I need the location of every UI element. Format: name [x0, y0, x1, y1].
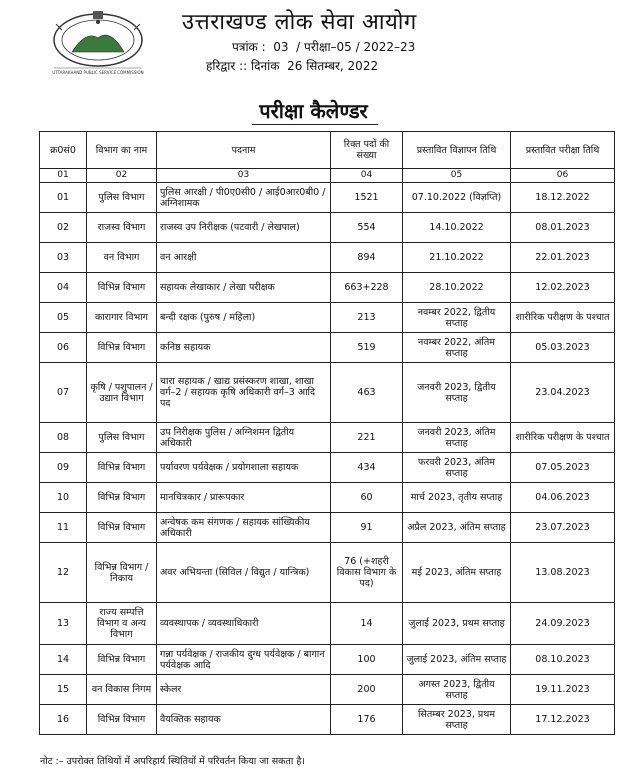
column-number: 03 — [157, 169, 331, 183]
table-row — [40, 333, 615, 363]
reference-number: पत्रांक : 03 / परीक्षा–05 / 2022–23 — [232, 40, 416, 54]
cell-vacancies: 663+228 — [331, 273, 403, 303]
cell-vacancies: 1521 — [331, 183, 403, 213]
cell-serial: 05 — [40, 303, 87, 333]
cell-serial: 09 — [40, 453, 87, 483]
calendar-title-underline — [252, 124, 378, 125]
cell-exam-date: 23.07.2023 — [511, 513, 615, 543]
cell-serial: 14 — [40, 645, 87, 675]
cell-exam-date: 12.02.2023 — [511, 273, 615, 303]
cell-department: विभिन्न विभाग / निकाय — [87, 543, 157, 603]
cell-department: विभिन्न विभाग — [87, 513, 157, 543]
cell-department: विभिन्न विभाग — [87, 705, 157, 735]
cell-exam-date: 08.10.2023 — [511, 645, 615, 675]
place-and-date: हरिद्वार :: दिनांक 26 सितम्बर, 2022 — [206, 59, 379, 73]
cell-vacancies: 434 — [331, 453, 403, 483]
cell-serial: 13 — [40, 603, 87, 645]
cell-vacancies: 463 — [331, 363, 403, 423]
cell-exam-date: शारीरिक परीक्षण के पश्चात — [511, 303, 615, 333]
cell-post: मानचित्रकार / प्रारूपकार — [157, 483, 331, 513]
cell-vacancies: 200 — [331, 675, 403, 705]
cell-department: विभिन्न विभाग — [87, 645, 157, 675]
cell-exam-date: 23.04.2023 — [511, 363, 615, 423]
cell-post: पर्यावरण पर्यवेक्षक / प्रयोगशाला सहायक — [157, 453, 331, 483]
cell-vacancies: 213 — [331, 303, 403, 333]
cell-vacancies: 76 (+शहरी विकास विभाग के पद) — [331, 543, 403, 603]
cell-post: वैयक्तिक सहायक — [157, 705, 331, 735]
cell-advertisement-date: 14.10.2022 — [403, 213, 511, 243]
table-row — [40, 543, 615, 603]
cell-serial: 06 — [40, 333, 87, 363]
table-row — [40, 513, 615, 543]
cell-advertisement-date: जनवरी 2023, द्वितीय सप्ताह — [403, 363, 511, 423]
table-row — [40, 183, 615, 213]
footer-note: नोट :– उपरोक्त तिथियों में अपरिहार्य स्थितियों में परिवर्तन किया जा सकता है। — [40, 756, 305, 767]
cell-vacancies: 894 — [331, 243, 403, 273]
cell-serial: 04 — [40, 273, 87, 303]
cell-post: कनिष्ठ सहायक — [157, 333, 331, 363]
commission-emblem-logo — [48, 8, 148, 76]
calendar-title: परीक्षा कैलेण्डर — [259, 99, 368, 123]
cell-department: कारागार विभाग — [87, 303, 157, 333]
cell-exam-date: शारीरिक परीक्षण के पश्चात — [511, 423, 615, 453]
cell-exam-date: 24.09.2023 — [511, 603, 615, 645]
header-advertisement-date: प्रस्तावित विज्ञापन तिथि — [403, 132, 511, 169]
cell-advertisement-date: मार्च 2023, तृतीय सप्ताह — [403, 483, 511, 513]
commission-title: उत्तराखण्ड लोक सेवा आयोग — [182, 10, 417, 35]
cell-post: स्केलर — [157, 675, 331, 705]
table-row — [40, 243, 615, 273]
cell-exam-date: 04.06.2023 — [511, 483, 615, 513]
header-department: विभाग का नाम — [87, 132, 157, 169]
cell-department: विभिन्न विभाग — [87, 453, 157, 483]
column-number: 05 — [403, 169, 511, 183]
table-row — [40, 213, 615, 243]
column-number: 01 — [40, 169, 87, 183]
cell-post: अन्वेषक कम संगणक / सहायक सांख्यिकीय अधिकारी — [157, 513, 331, 543]
cell-exam-date: 22.01.2023 — [511, 243, 615, 273]
cell-exam-date: 18.12.2022 — [511, 183, 615, 213]
column-number: 04 — [331, 169, 403, 183]
cell-serial: 15 — [40, 675, 87, 705]
cell-advertisement-date: 28.10.2022 — [403, 273, 511, 303]
cell-vacancies: 554 — [331, 213, 403, 243]
table-row — [40, 603, 615, 645]
exam-calendar-table — [39, 131, 615, 735]
cell-post: पुलिस आरक्षी / पी0ए0सी0 / आई0आर0बी0 / अग्निशामक — [157, 183, 331, 213]
cell-post: बन्दी रक्षक (पुरुष / महिला) — [157, 303, 331, 333]
cell-department: वन विकास निगम — [87, 675, 157, 705]
cell-exam-date: 07.05.2023 — [511, 453, 615, 483]
cell-department: राज्य सम्पत्ति विभाग व अन्य विभाग — [87, 603, 157, 645]
cell-vacancies: 176 — [331, 705, 403, 735]
table-row — [40, 363, 615, 423]
header-exam-date: प्रस्तावित परीक्षा तिथि — [511, 132, 615, 169]
cell-post: चारा सहायक / खाद्य प्रसंस्करण शाखा, शाखा वर्ग–2 / सहायक कृषि अधिकारी वर्ग–3 आदि पद — [157, 363, 331, 423]
cell-post: अवर अभियन्ता (सिविल / विद्युत / यान्त्रिक) — [157, 543, 331, 603]
cell-post: वन आरक्षी — [157, 243, 331, 273]
cell-department: राजस्व विभाग — [87, 213, 157, 243]
cell-advertisement-date: जनवरी 2023, अंतिम सप्ताह — [403, 423, 511, 453]
cell-serial: 11 — [40, 513, 87, 543]
cell-vacancies: 221 — [331, 423, 403, 453]
cell-vacancies: 91 — [331, 513, 403, 543]
cell-serial: 08 — [40, 423, 87, 453]
cell-exam-date: 08.01.2023 — [511, 213, 615, 243]
cell-advertisement-date: नवम्बर 2022, द्वितीय सप्ताह — [403, 303, 511, 333]
cell-advertisement-date: नवम्बर 2022, अंतिम सप्ताह — [403, 333, 511, 363]
cell-post: राजस्व उप निरीक्षक (पटवारी / लेखपाल) — [157, 213, 331, 243]
cell-serial: 16 — [40, 705, 87, 735]
cell-advertisement-date: अप्रैल 2023, अंतिम सप्ताह — [403, 513, 511, 543]
cell-post: उप निरीक्षक पुलिस / अग्निशमन द्वितीय अधिकारी — [157, 423, 331, 453]
cell-advertisement-date: जुलाई 2023, अंतिम सप्ताह — [403, 645, 511, 675]
cell-department: कृषि / पशुपालन / उद्यान विभाग — [87, 363, 157, 423]
cell-exam-date: 05.03.2023 — [511, 333, 615, 363]
cell-vacancies: 60 — [331, 483, 403, 513]
table-row — [40, 705, 615, 735]
cell-exam-date: 13.08.2023 — [511, 543, 615, 603]
cell-exam-date: 19.11.2023 — [511, 675, 615, 705]
cell-advertisement-date: अगस्त 2023, द्वितीय सप्ताह — [403, 675, 511, 705]
cell-serial: 12 — [40, 543, 87, 603]
cell-advertisement-date: 21.10.2022 — [403, 243, 511, 273]
header-post: पदनाम — [157, 132, 331, 169]
column-number: 06 — [511, 169, 615, 183]
table-row — [40, 675, 615, 705]
cell-department: पुलिस विभाग — [87, 423, 157, 453]
table-row — [40, 273, 615, 303]
cell-vacancies: 100 — [331, 645, 403, 675]
cell-serial: 02 — [40, 213, 87, 243]
cell-advertisement-date: फरवरी 2023, अंतिम सप्ताह — [403, 453, 511, 483]
cell-serial: 07 — [40, 363, 87, 423]
column-number: 02 — [87, 169, 157, 183]
cell-vacancies: 519 — [331, 333, 403, 363]
header-serial: क्र0सं0 — [40, 132, 87, 169]
cell-department: पुलिस विभाग — [87, 183, 157, 213]
cell-post: व्यवस्थापक / व्यवस्थाधिकारी — [157, 603, 331, 645]
cell-department: विभिन्न विभाग — [87, 333, 157, 363]
table-row — [40, 645, 615, 675]
cell-advertisement-date: मई 2023, अंतिम सप्ताह — [403, 543, 511, 603]
cell-advertisement-date: जुलाई 2023, प्रथम सप्ताह — [403, 603, 511, 645]
table-row — [40, 483, 615, 513]
cell-exam-date: 17.12.2023 — [511, 705, 615, 735]
cell-advertisement-date: 07.10.2022 (विज्ञप्ति) — [403, 183, 511, 213]
table-row — [40, 423, 615, 453]
cell-advertisement-date: सितम्बर 2023, प्रथम सप्ताह — [403, 705, 511, 735]
cell-department: विभिन्न विभाग — [87, 273, 157, 303]
cell-serial: 01 — [40, 183, 87, 213]
cell-department: वन विभाग — [87, 243, 157, 273]
cell-post: सहायक लेखाकार / लेखा परीक्षक — [157, 273, 331, 303]
cell-serial: 03 — [40, 243, 87, 273]
header-vacancies: रिक्त पदों की संख्या — [331, 132, 403, 169]
cell-post: गन्ना पर्यवेक्षक / राजकीय दुग्ध पर्यवेक्षक / बागान पर्यवेक्षक आदि — [157, 645, 331, 675]
cell-department: विभिन्न विभाग — [87, 483, 157, 513]
table-row — [40, 453, 615, 483]
cell-serial: 10 — [40, 483, 87, 513]
cell-vacancies: 14 — [331, 603, 403, 645]
logo-caption: UTTARAKHAND PUBLIC SERVICE COMMISSION — [52, 70, 144, 75]
table-row — [40, 303, 615, 333]
